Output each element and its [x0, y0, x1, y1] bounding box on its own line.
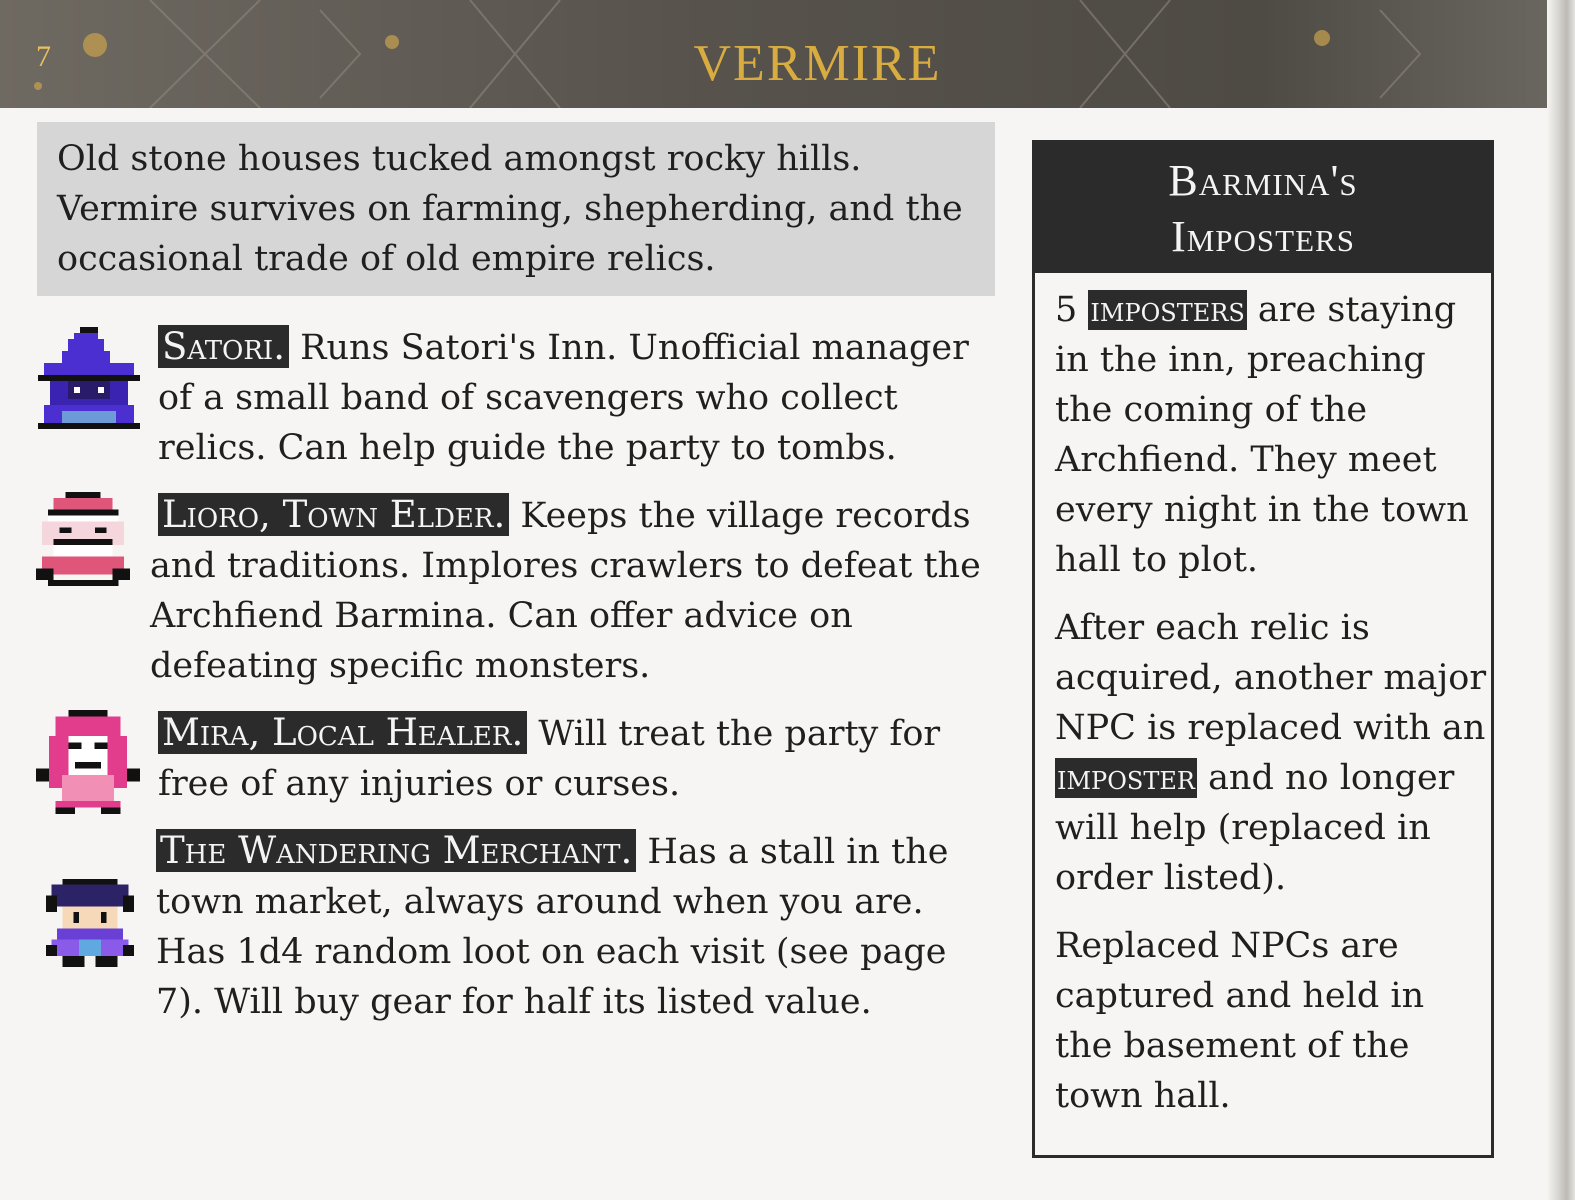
page-number: 7 [36, 40, 51, 73]
npc-text [158, 708, 998, 809]
npc-text [158, 322, 998, 473]
sidebar-title-line1: Barmina's [1168, 156, 1358, 205]
merchant-portrait-icon [46, 878, 134, 968]
page-title: VERMIRE [693, 35, 942, 92]
npc-description: Has a stall in the town market, always around when you are. Has 1d4 random loot on each visit (see page 7). Will buy gear for half its listed value. [156, 832, 949, 1022]
sidebar-paragraph-2 [1055, 603, 1491, 903]
sidebar-paragraph-1 [1055, 285, 1491, 585]
intro-box [37, 122, 995, 296]
imposters-sidebar [1032, 140, 1494, 1158]
npc-description: Runs Satori's Inn. Unofficial manager of a small band of scavengers who collect relics. Can help guide the party to tombs. [158, 328, 969, 468]
intro-text: Old stone houses tucked amongst rocky hills. Vermire survives on farming, shepherding, and the occasional trade of old empire relics. [57, 139, 963, 279]
healer-portrait-icon [36, 710, 140, 814]
npc-name-label: Lioro, Town Elder. [158, 493, 509, 536]
npc-description: Keeps the village records and traditions. Implores crawlers to defeat the Archfiend Barmina. Can offer advice on defeating specific monsters. [150, 496, 981, 686]
imposter-count: 5 [1055, 290, 1078, 330]
sidebar-paragraph-2-start: After each relic is acquired, another major NPC is replaced with an [1055, 608, 1487, 748]
imposter-tag: imposter [1057, 758, 1195, 798]
npc-text [150, 490, 1000, 691]
sidebar-paragraph-3: Replaced NPCs are captured and held in the basement of the town hall. [1055, 926, 1425, 1116]
page-header [0, 0, 1575, 108]
sidebar-title [1035, 143, 1491, 273]
npc-name-label: Satori. [158, 325, 289, 368]
sidebar-body [1035, 273, 1491, 1121]
sidebar-paragraph-1-text: are staying in the inn, preaching the coming of the Archfiend. They meet every night in the town hall to plot. [1055, 290, 1469, 580]
npc-name-label: The Wandering Merchant. [156, 829, 636, 872]
sidebar-title-line2: Imposters [1171, 212, 1355, 261]
wizard-hat-portrait-icon [38, 326, 140, 430]
sidebar-paragraph-2-text: and no longer will help (replaced in order listed). [1055, 758, 1455, 898]
elder-portrait-icon [36, 492, 130, 586]
page-edge [1547, 0, 1575, 1200]
npc-name-label: Mira, Local Healer. [158, 711, 527, 754]
npc-text [156, 826, 998, 1027]
imposters-tag: imposters [1090, 290, 1245, 330]
npc-description: Will treat the party for free of any injuries or curses. [158, 714, 941, 804]
